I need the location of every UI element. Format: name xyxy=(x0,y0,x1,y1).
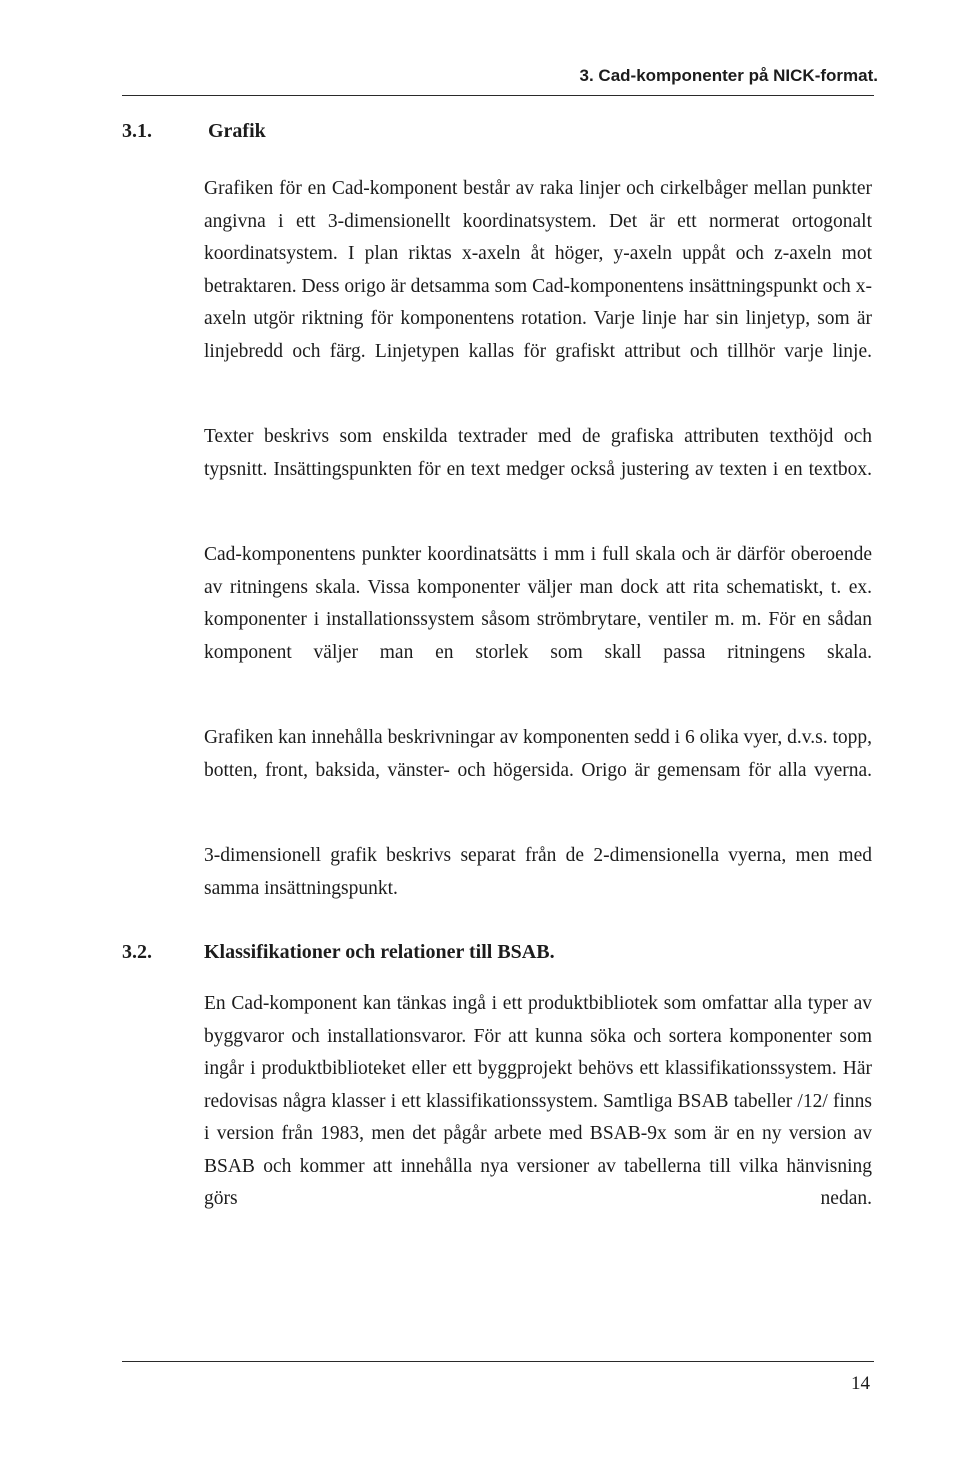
paragraph: 3-dimensionell grafik beskrivs separat från de 2-dimensionella vyerna, men med samma insättningspunkt. xyxy=(204,845,872,899)
section-title: Grafik xyxy=(208,120,266,142)
section-number: 3.1. xyxy=(122,120,152,142)
section-title: Klassifikationer och relationer till BSAB. xyxy=(204,941,555,963)
paragraph: En Cad-komponent kan tänkas ingå i ett produktbibliotek som omfattar alla typer av byggvaror och installationsvaror. För att kunna söka och sortera komponenter som ingår i produktbiblioteket eller ett byggprojekt behövs ett klassifikationssystem. Här redovisas några klasser i ett klassifikationssystem. Samtliga BSAB tabeller /12/ finns i version från 1983, men det pågår arbete med BSAB-9x som är en ny version av BSAB och kommer att innehålla nya versioner av tabellerna till vilka hänvisning görs nedan. xyxy=(204,993,872,1209)
page-number: 14 xyxy=(851,1373,870,1394)
header-title: 3. Cad-komponenter på NICK-format. xyxy=(579,66,878,85)
header-divider xyxy=(122,95,874,96)
paragraph: Cad-komponentens punkter koordinatsätts i mm i full skala och är därför oberoende av ritningens skala. Vissa komponenter väljer man dock att rita schematiskt, t. ex. komponenter i installationssystem såsom strömbrytare, ventiler m. m. För en sådan komponent väljer man en storlek som skall passa ritningens skala. xyxy=(204,544,872,663)
footer-divider xyxy=(122,1361,874,1362)
section-number: 3.2. xyxy=(122,941,152,963)
paragraph: Grafiken kan innehålla beskrivningar av komponenten sedd i 6 olika vyer, d.v.s. topp, botten, front, baksida, vänster- och högersida. Origo är gemensam för alla vyerna. xyxy=(204,727,872,781)
paragraph: Texter beskrivs som enskilda textrader med de grafiska attributen texthöjd och typsnitt. Insättingspunkten för en text medger också justering av texten i en textbox. xyxy=(204,426,872,480)
paragraph: Grafiken för en Cad-komponent består av raka linjer och cirkelbåger mellan punkter angivna i ett 3-dimensionellt koordinatsystem. Det är ett normerat ortogonalt koordinatsystem. I plan riktas x-axeln åt höger, y-axeln uppåt och z-axeln mot betraktaren. Dess origo är detsamma som Cad-komponentens insättningspunkt och x-axeln utgör riktning för komponentens rotation. Varje linje har sin linjetyp, som är linjebredd och färg. Linjetypen kallas för grafiskt attribut och tillhör varje linje. xyxy=(204,178,872,362)
